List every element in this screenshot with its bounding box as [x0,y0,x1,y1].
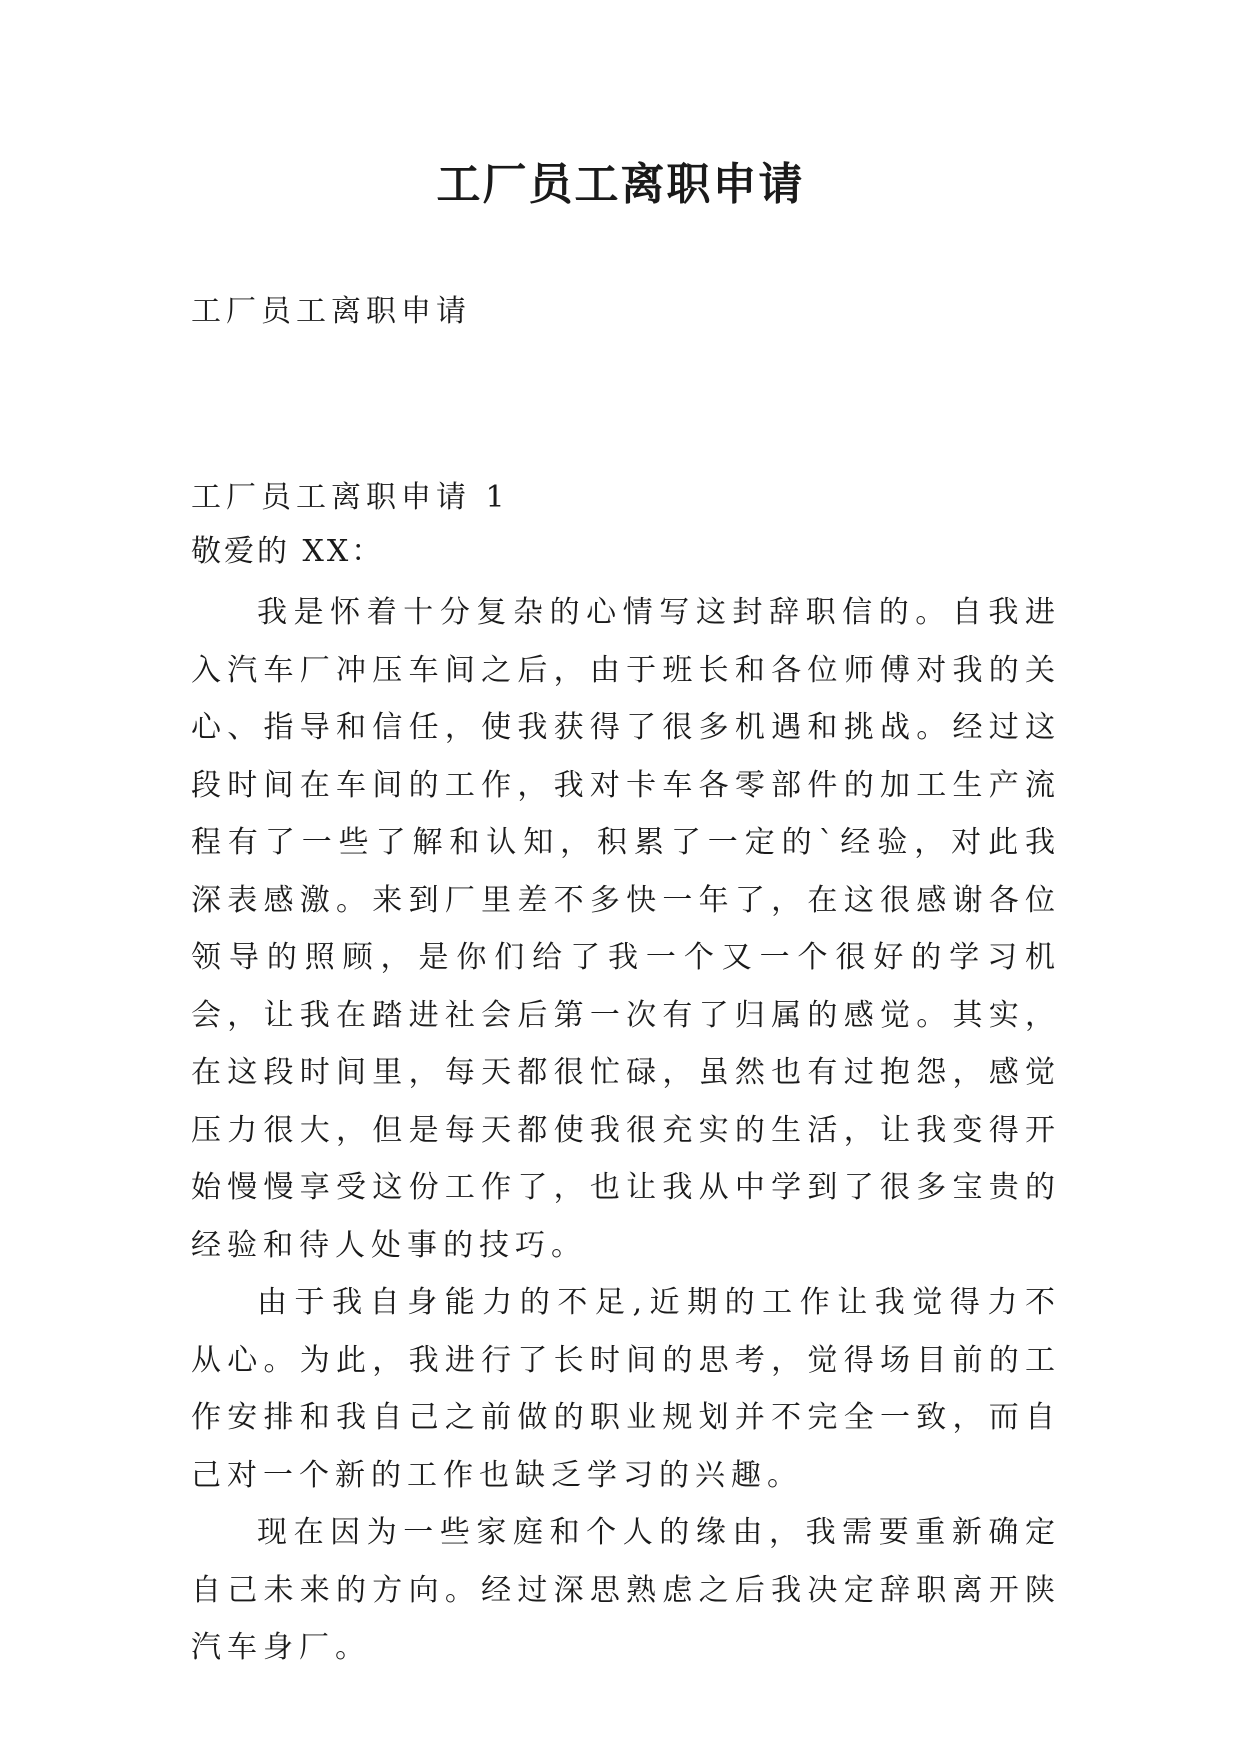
document-subtitle: 工厂员工离职申请 [191,294,471,329]
letter-body [191,584,1061,1677]
section-heading: 工厂员工离职申请 1 [191,480,510,515]
salutation: 敬爱的 XX： [191,534,385,569]
body-paragraph: 现在因为一些家庭和个人的缘由，我需要重新确定自己未来的方向。经过深思熟虑之后我决定辞职离开陕汽车身厂。 [191,1515,1061,1665]
body-paragraph: 由于我自身能力的不足,近期的工作让我觉得力不从心。为此，我进行了长时间的思考，觉得场目前的工作安排和我自己之前做的职业规划并不完全一致，而自己对一个新的工作也缺乏学习的兴趣。 [191,1285,1061,1493]
document-title: 工厂员工离职申请 [436,159,805,210]
body-paragraph: 我是怀着十分复杂的心情写这封辞职信的。自我进入汽车厂冲压车间之后，由于班长和各位师傅对我的关心、指导和信任，使我获得了很多机遇和挑战。经过这段时间在车间的工作，我对卡车各零部件的加工生产流程有了一些了解和认知，积累了一定的`经验，对此我深表感激。来到厂里差不多快一年了，在这很感谢各位领导的照顾，是你们给了我一个又一个很好的学习机会，让我在踏进社会后第一次有了归属的感觉。其实，在这段时间里，每天都很忙碌，虽然也有过抱怨，感觉压力很大，但是每天都使我很充实的生活，让我变得开始慢慢享受这份工作了，也让我从中学到了很多宝贵的经验和待人处事的技巧。 [191,595,1061,1263]
